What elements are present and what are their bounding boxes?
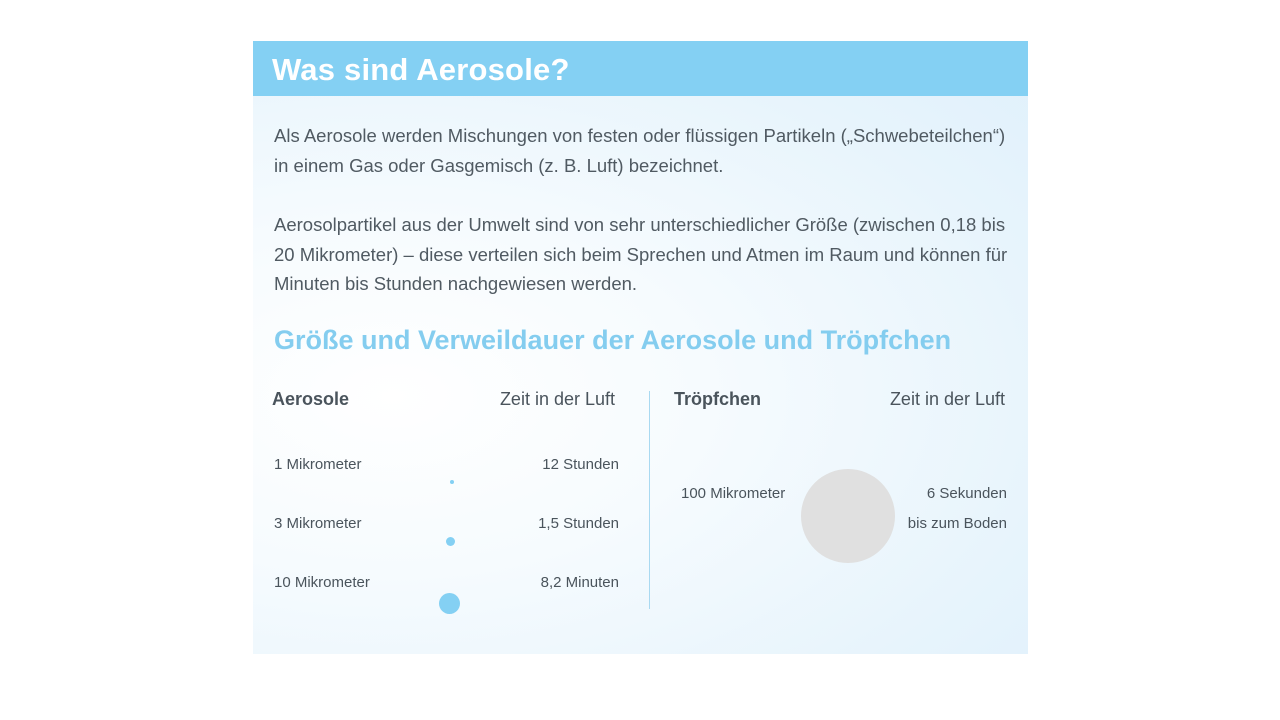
title-bar: [253, 41, 1028, 96]
droplets-heading: Tröpfchen: [674, 389, 762, 409]
aerosol-time-3: 1,5 Stunden: [538, 515, 619, 532]
aerosol-time-10: 8,2 Minuten: [540, 574, 619, 591]
aerosol-particle-3um: [446, 537, 455, 546]
droplet-time-line1: 6 Sekunden: [926, 485, 1007, 502]
section-title-bold: Größe und Verweildauer: [274, 325, 585, 355]
aerosol-particle-10um: [439, 593, 460, 614]
intro-paragraph-sizes: Aerosolpartikel aus der Umwelt sind von sehr unterschiedlicher Größe (zwischen 0,18 bis 20 Mikrometer) – diese verteilen sich beim Sprechen und Atmen im Raum und können für Minuten bis Stunden nachgewiesen werden.: [274, 214, 1008, 294]
aerosol-size-10: 10 Mikrometer: [274, 574, 370, 591]
droplet-size: 100 Mikrometer: [681, 485, 786, 502]
aerosol-particle-1um: [450, 480, 454, 484]
section-title: [274, 325, 951, 356]
droplets-time-heading: Zeit in der Luft: [889, 389, 1005, 409]
droplet-particle-100um: [801, 469, 895, 563]
page-title: Was sind Aerosole?: [272, 52, 570, 87]
aerosols-heading: Aerosole: [272, 389, 350, 409]
intro-paragraph-definition: Als Aerosole werden Mischungen von festen oder flüssigen Partikeln („Schwebeteilchen“) in einem Gas oder Gasgemisch (z. B. Luft) bezeichnet.: [274, 125, 1006, 176]
aerosol-info-card: [253, 41, 1028, 654]
droplet-time-line2: bis zum Boden: [907, 515, 1007, 532]
section-title-rest: der Aerosole und Tröpfchen: [584, 325, 952, 355]
aerosol-time-1: 12 Stunden: [542, 456, 619, 473]
aerosol-size-1: 1 Mikrometer: [274, 456, 362, 473]
aerosols-time-heading: Zeit in der Luft: [499, 389, 615, 409]
aerosol-size-3: 3 Mikrometer: [274, 515, 362, 532]
column-divider: [649, 391, 650, 609]
